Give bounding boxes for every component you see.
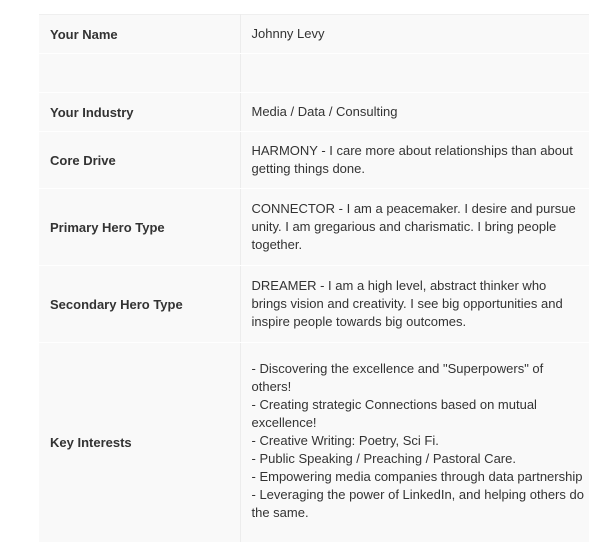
table-row-your-industry [39,93,589,132]
row-label: Primary Hero Type [39,189,240,266]
row-value: Media / Data / Consulting [240,93,589,132]
row-value: Johnny Levy [240,15,589,54]
row-label: Secondary Hero Type [39,266,240,343]
row-label: Your Industry [39,93,240,132]
row-value: HARMONY - I care more about relationships than about getting things done. [240,132,589,189]
row-label: Key Interests [39,343,240,543]
table-row-core-drive [39,132,589,189]
profile-table [39,14,589,543]
row-value: CONNECTOR - I am a peacemaker. I desire and pursue unity. I am gregarious and charismatic. I bring people together. [240,189,589,266]
row-value: - Discovering the excellence and "Superpowers" of others! - Creating strategic Connections based on mutual excellence! - Creative Writing: Poetry, Sci Fi. - Public Speaking / Preaching / Pastoral Care. - Empowering media companies through data partnership - Leveraging the power of LinkedIn, and helping others do the same. [240,343,589,543]
row-value: DREAMER - I am a high level, abstract thinker who brings vision and creativity. I see big opportunities and inspire people towards big outcomes. [240,266,589,343]
table-row-secondary-hero-type [39,266,589,343]
table-row-primary-hero-type [39,189,589,266]
table-row-empty [39,54,589,93]
row-label [39,54,240,93]
row-value [240,54,589,93]
row-label: Your Name [39,15,240,54]
table-row-your-name [39,15,589,54]
row-label: Core Drive [39,132,240,189]
table-row-key-interests [39,343,589,543]
